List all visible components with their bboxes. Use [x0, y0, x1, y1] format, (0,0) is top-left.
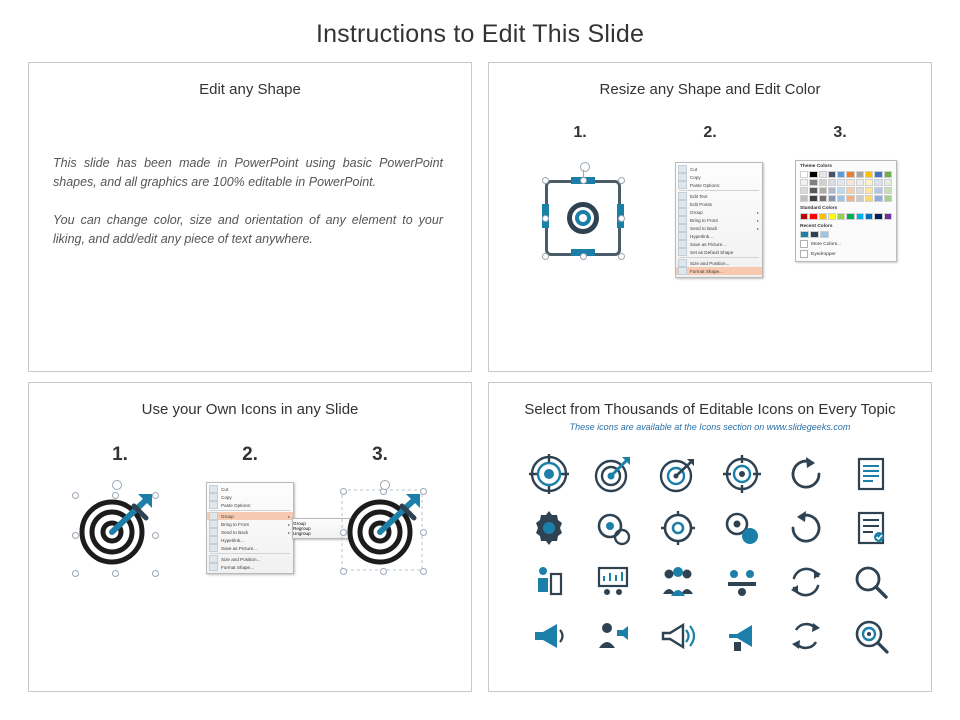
- refresh-clockwise-icon: [786, 454, 826, 494]
- format-shape-icon: [209, 563, 218, 571]
- palette-icon: [800, 240, 808, 248]
- hyperlink-icon: [209, 536, 218, 544]
- eyedropper-option[interactable]: [800, 250, 892, 258]
- eyedropper-label: Eyedropper: [811, 251, 836, 257]
- context-menu-separator: [679, 257, 759, 258]
- color-swatch[interactable]: [837, 195, 845, 202]
- icon-cell[interactable]: [718, 450, 766, 498]
- context-menu-item-send-to-back[interactable]: [207, 528, 293, 536]
- cycle-arrows-icon: [786, 616, 826, 656]
- group-icon: [678, 208, 687, 216]
- context-menu-item-copy[interactable]: [207, 493, 293, 501]
- resize-handle-ne[interactable]: [420, 488, 427, 495]
- resize-step-numbers: [489, 124, 931, 142]
- resize-handle-sw[interactable]: [340, 568, 347, 575]
- color-swatch[interactable]: [846, 179, 854, 186]
- context-menu-item-label: Paste Options:: [221, 502, 252, 508]
- resize-step-3-number: 3.: [833, 124, 847, 141]
- context-menu-item-format-shape[interactable]: [676, 267, 762, 275]
- context-menu-item-label: Paste Options:: [690, 182, 721, 188]
- icon-cell[interactable]: [782, 450, 830, 498]
- context-menu-item-label: Hyperlink...: [690, 233, 713, 239]
- resize-handle-e[interactable]: [152, 532, 159, 539]
- resize-handle-se[interactable]: [618, 253, 625, 260]
- panel-edit-shape: [28, 62, 472, 372]
- icon-cell[interactable]: [847, 504, 895, 552]
- color-swatch[interactable]: [837, 213, 845, 220]
- paste-icon: [678, 181, 687, 189]
- color-swatch[interactable]: [820, 231, 829, 238]
- context-menu-item-label: Save as Picture...: [690, 241, 727, 247]
- resize-handle-se[interactable]: [152, 570, 159, 577]
- edit-text-icon: [678, 192, 687, 200]
- theme-colors-row[interactable]: [800, 187, 892, 194]
- icon-cell[interactable]: [847, 450, 895, 498]
- chevron-right-icon: ▸: [756, 225, 759, 231]
- context-menu-item-label: Cut: [690, 166, 698, 172]
- resize-handle-n[interactable]: [112, 492, 119, 499]
- resize-handle-se[interactable]: [420, 568, 427, 575]
- icon-cell[interactable]: [525, 504, 573, 552]
- context-menu-item-bring-to-front[interactable]: [207, 520, 293, 528]
- icon-cell[interactable]: [654, 558, 702, 606]
- icon-cell[interactable]: [718, 612, 766, 660]
- bring-to-front-icon: [678, 216, 687, 224]
- context-menu-item-bring-to-front[interactable]: [676, 216, 762, 224]
- context-menu-item-label: Format Shape...: [690, 268, 723, 274]
- rotation-handle-icon[interactable]: [380, 480, 390, 490]
- context-menu-item-group[interactable]: [207, 512, 293, 520]
- group-icon: [209, 512, 218, 520]
- paste-icon: [209, 501, 218, 509]
- bullhorn-icon: [722, 616, 762, 656]
- presentation-people-icon: [593, 562, 633, 602]
- icon-cell[interactable]: [589, 612, 637, 660]
- context-menu-item-label: Set as Default Shape: [690, 249, 734, 255]
- document-lines-icon: [851, 454, 891, 494]
- target-selected-illustration-2: [336, 480, 432, 576]
- color-swatch[interactable]: [800, 195, 808, 202]
- color-swatch[interactable]: [856, 171, 864, 178]
- resize-handle-sw[interactable]: [542, 253, 549, 260]
- context-menu-item-label: Copy: [221, 494, 232, 500]
- color-swatch[interactable]: [846, 213, 854, 220]
- color-swatch[interactable]: [874, 179, 882, 186]
- context-menu-item-label: Group: [690, 209, 703, 215]
- icon-cell[interactable]: [847, 558, 895, 606]
- panel-resize-shape: [488, 62, 932, 372]
- resize-handle-nw[interactable]: [72, 492, 79, 499]
- crosshair-icon: [722, 454, 762, 494]
- megaphone-icon: [529, 616, 569, 656]
- icon-cell[interactable]: [589, 450, 637, 498]
- more-colors-label: More Colors...: [811, 241, 842, 247]
- rotation-handle-icon: [580, 162, 590, 172]
- color-swatch[interactable]: [856, 179, 864, 186]
- copy-icon: [678, 173, 687, 181]
- chevron-right-icon: ▸: [287, 529, 290, 535]
- color-swatch[interactable]: [828, 195, 836, 202]
- submenu-item-label: Group: [293, 521, 306, 526]
- target-spiral-icon: [658, 454, 698, 494]
- icon-cell[interactable]: [589, 504, 637, 552]
- panel-editable-icons: [488, 382, 932, 692]
- resize-handle-e[interactable]: [420, 529, 427, 536]
- context-menu-item-edit-text[interactable]: [676, 192, 762, 200]
- color-swatch[interactable]: [884, 179, 892, 186]
- icon-cell[interactable]: [525, 450, 573, 498]
- color-swatch[interactable]: [837, 179, 845, 186]
- color-swatch[interactable]: [809, 179, 817, 186]
- copy-icon: [209, 493, 218, 501]
- own-icons-step-1-number: 1.: [112, 444, 128, 465]
- resize-handle-sw[interactable]: [72, 570, 79, 577]
- resize-handle-nw[interactable]: [340, 488, 347, 495]
- color-swatch[interactable]: [856, 195, 864, 202]
- team-meeting-icon: [722, 562, 762, 602]
- context-menu-item-size-and-position[interactable]: [207, 555, 293, 563]
- color-swatch[interactable]: [846, 171, 854, 178]
- own-icons-step-numbers: [29, 444, 471, 466]
- panel-editable-icons-title: Select from Thousands of Editable Icons on Every Topic: [524, 401, 896, 418]
- context-menu-item-paste-options[interactable]: [207, 501, 293, 509]
- context-menu-item-label: Copy: [690, 174, 701, 180]
- panel-editable-icons-subtitle: These icons are available at the Icons section on www.slidegeeks.com: [569, 422, 851, 432]
- color-swatch[interactable]: [819, 195, 827, 202]
- context-menu-item-send-to-back[interactable]: [676, 224, 762, 232]
- icon-cell[interactable]: [589, 558, 637, 606]
- more-colors-option[interactable]: [800, 240, 892, 248]
- resize-handle-ne[interactable]: [618, 177, 625, 184]
- context-menu-item-set-default-shape[interactable]: [676, 248, 762, 256]
- context-menu-item-label: Group: [221, 513, 234, 519]
- save-picture-icon: [209, 544, 218, 552]
- resize-handle-nw[interactable]: [542, 177, 549, 184]
- eyedropper-icon: [800, 250, 808, 258]
- theme-colors-row[interactable]: [800, 195, 892, 202]
- standard-colors-row[interactable]: [800, 213, 892, 220]
- color-swatch[interactable]: [800, 171, 808, 178]
- color-swatch[interactable]: [856, 187, 864, 194]
- color-swatch[interactable]: [884, 195, 892, 202]
- submenu-item-label: Ungroup: [293, 531, 311, 536]
- color-swatch[interactable]: [884, 171, 892, 178]
- resize-handle-e[interactable]: [618, 215, 625, 222]
- person-podium-icon: [529, 562, 569, 602]
- color-swatch[interactable]: [874, 187, 882, 194]
- hyperlink-icon: [678, 232, 687, 240]
- own-icons-step-images: [29, 480, 471, 576]
- theme-colors-label: Theme Colors: [800, 164, 832, 169]
- format-shape-icon: [678, 267, 687, 275]
- gear-outline-icon: [658, 508, 698, 548]
- color-swatch[interactable]: [819, 213, 827, 220]
- context-menu-item-label: Send to Back: [221, 529, 249, 535]
- target-search-icon: [851, 616, 891, 656]
- context-menu[interactable]: [675, 162, 763, 278]
- context-menu-item-copy[interactable]: [676, 173, 762, 181]
- color-swatch[interactable]: [800, 213, 808, 220]
- color-swatch[interactable]: [809, 213, 817, 220]
- chevron-right-icon: ▸: [287, 513, 290, 519]
- shape-with-handles-illustration: [523, 156, 643, 286]
- theme-colors-row[interactable]: [800, 171, 892, 178]
- color-swatch[interactable]: [846, 195, 854, 202]
- icon-cell[interactable]: [654, 450, 702, 498]
- icon-cell[interactable]: [782, 504, 830, 552]
- size-position-icon: [209, 555, 218, 563]
- context-menu-item-edit-points[interactable]: [676, 200, 762, 208]
- target-arrow-icon: [593, 454, 633, 494]
- target-selected-illustration-1: [68, 480, 164, 576]
- context-menu-item-hyperlink[interactable]: [676, 232, 762, 240]
- submenu-item-label: Regroup: [293, 526, 311, 531]
- checklist-document-icon: [851, 508, 891, 548]
- resize-handle-w[interactable]: [72, 532, 79, 539]
- resize-handle-s[interactable]: [112, 570, 119, 577]
- send-to-back-icon: [209, 528, 218, 536]
- panel-edit-shape-paragraph-1: This slide has been made in PowerPoint using basic PowerPoint shapes, and all graphics are 100% editable in PowerPoint.: [53, 156, 443, 190]
- icon-cell[interactable]: [525, 558, 573, 606]
- icon-cell[interactable]: [847, 612, 895, 660]
- loudspeaker-icon: [658, 616, 698, 656]
- color-swatch[interactable]: [865, 171, 873, 178]
- recent-colors-row[interactable]: [800, 231, 892, 238]
- panel-own-icons-title: Use your Own Icons in any Slide: [141, 401, 359, 418]
- color-swatch[interactable]: [837, 187, 845, 194]
- own-icons-step-3-number: 3.: [372, 444, 388, 465]
- color-swatch[interactable]: [819, 179, 827, 186]
- panel-resize-shape-title: Resize any Shape and Edit Color: [599, 81, 821, 98]
- color-swatch[interactable]: [800, 231, 809, 238]
- panel-own-icons: [28, 382, 472, 692]
- resize-handle-s[interactable]: [580, 253, 587, 260]
- color-swatch[interactable]: [809, 187, 817, 194]
- person-speaking-icon: [593, 616, 633, 656]
- resize-handle-w[interactable]: [340, 529, 347, 536]
- color-swatch[interactable]: [874, 171, 882, 178]
- icon-cell[interactable]: [654, 504, 702, 552]
- color-swatch[interactable]: [874, 195, 882, 202]
- resize-handle-w[interactable]: [542, 215, 549, 222]
- context-menu-item-label: Edit Text: [690, 193, 708, 199]
- context-menu-item-label: Save as Picture...: [221, 545, 258, 551]
- icon-cell[interactable]: [718, 558, 766, 606]
- icon-cell[interactable]: [718, 504, 766, 552]
- context-menu-item-paste-options[interactable]: [676, 181, 762, 189]
- target-dartboard-icon: [529, 454, 569, 494]
- cut-icon: [209, 485, 218, 493]
- context-menu-item-save-as-picture[interactable]: [676, 240, 762, 248]
- color-swatch[interactable]: [846, 187, 854, 194]
- context-menu-separator: [210, 553, 290, 554]
- context-menu-item-format-shape[interactable]: [207, 563, 293, 571]
- color-swatch[interactable]: [884, 213, 892, 220]
- group-people-icon: [658, 562, 698, 602]
- gear-pair-icon: [722, 508, 762, 548]
- color-swatch[interactable]: [828, 179, 836, 186]
- context-menu-item-cut[interactable]: [676, 165, 762, 173]
- color-swatch[interactable]: [809, 195, 817, 202]
- color-swatch[interactable]: [837, 171, 845, 178]
- color-swatch[interactable]: [884, 187, 892, 194]
- color-swatch[interactable]: [800, 187, 808, 194]
- color-swatch[interactable]: [819, 171, 827, 178]
- context-menu-item-size-and-position[interactable]: [676, 259, 762, 267]
- page-title: Instructions to Edit This Slide: [315, 20, 645, 48]
- theme-colors-row[interactable]: [800, 179, 892, 186]
- icon-cell[interactable]: [782, 612, 830, 660]
- color-swatch[interactable]: [828, 187, 836, 194]
- context-menu-item-label: Bring to Front: [221, 521, 249, 527]
- recent-colors-label: Recent Colors: [800, 224, 833, 229]
- rotation-handle-icon[interactable]: [112, 480, 122, 490]
- resize-handle-ne[interactable]: [152, 492, 159, 499]
- reload-circular-icon: [786, 508, 826, 548]
- context-menu-item-label: Bring to Front: [690, 217, 718, 223]
- magnifier-icon: [851, 562, 891, 602]
- color-swatch[interactable]: [800, 179, 808, 186]
- context-menu-item-save-as-picture[interactable]: [207, 544, 293, 552]
- own-icons-step-2-number: 2.: [242, 444, 258, 465]
- cut-icon: [678, 165, 687, 173]
- color-swatch[interactable]: [856, 213, 864, 220]
- resize-handle-n[interactable]: [580, 177, 587, 184]
- color-swatch[interactable]: [810, 231, 819, 238]
- context-menu-item-label: Size and Position...: [690, 260, 730, 266]
- context-menu-item-label: Format Shape...: [221, 564, 254, 570]
- bring-to-front-icon: [209, 520, 218, 528]
- context-menu-item-label: Send to Back: [690, 225, 718, 231]
- default-shape-icon: [678, 248, 687, 256]
- context-menu-item-label: Cut: [221, 486, 229, 492]
- resize-handle-s[interactable]: [380, 568, 387, 575]
- color-swatch[interactable]: [865, 213, 873, 220]
- panel-edit-shape-title: Edit any Shape: [199, 81, 301, 98]
- context-menu-with-submenu: [206, 482, 311, 574]
- chevron-right-icon: ▸: [756, 209, 759, 215]
- gear-double-icon: [593, 508, 633, 548]
- icon-cell[interactable]: [525, 612, 573, 660]
- chevron-right-icon: ▸: [287, 521, 290, 527]
- edit-points-icon: [678, 200, 687, 208]
- size-position-icon: [678, 259, 687, 267]
- context-menu-item-label: Size and Position...: [221, 556, 261, 562]
- context-menu[interactable]: [206, 482, 294, 574]
- standard-colors-label: Standard Colors: [800, 206, 838, 211]
- color-swatch[interactable]: [809, 171, 817, 178]
- color-picker-panel[interactable]: [795, 160, 897, 262]
- resize-step-1-number: 1.: [573, 124, 587, 141]
- icon-grid: [517, 450, 903, 660]
- send-to-back-icon: [678, 224, 687, 232]
- shape-ring-inner: [575, 210, 591, 226]
- context-menu-separator: [679, 190, 759, 191]
- color-swatch[interactable]: [865, 179, 873, 186]
- icon-cell[interactable]: [654, 612, 702, 660]
- chevron-right-icon: ▸: [756, 217, 759, 223]
- context-menu-item-cut[interactable]: [207, 485, 293, 493]
- color-swatch[interactable]: [865, 187, 873, 194]
- context-menu-item-label: Hyperlink...: [221, 537, 244, 543]
- context-menu-item-group[interactable]: [676, 208, 762, 216]
- context-menu-item-hyperlink[interactable]: [207, 536, 293, 544]
- resize-step-images: [489, 156, 931, 286]
- color-swatch[interactable]: [828, 171, 836, 178]
- icon-cell[interactable]: [782, 558, 830, 606]
- color-swatch[interactable]: [819, 187, 827, 194]
- resize-step-2-number: 2.: [703, 124, 717, 141]
- context-menu-separator: [210, 510, 290, 511]
- sync-arrows-icon: [786, 562, 826, 602]
- color-swatch[interactable]: [874, 213, 882, 220]
- save-picture-icon: [678, 240, 687, 248]
- gear-solid-icon: [529, 508, 569, 548]
- context-menu-item-label: Edit Points: [690, 201, 712, 207]
- color-swatch[interactable]: [865, 195, 873, 202]
- color-swatch[interactable]: [828, 213, 836, 220]
- panel-edit-shape-paragraph-2: You can change color, size and orientation of any element to your liking, and add/edit any piece of text anywhere.: [53, 212, 443, 247]
- panel-grid: [28, 62, 932, 692]
